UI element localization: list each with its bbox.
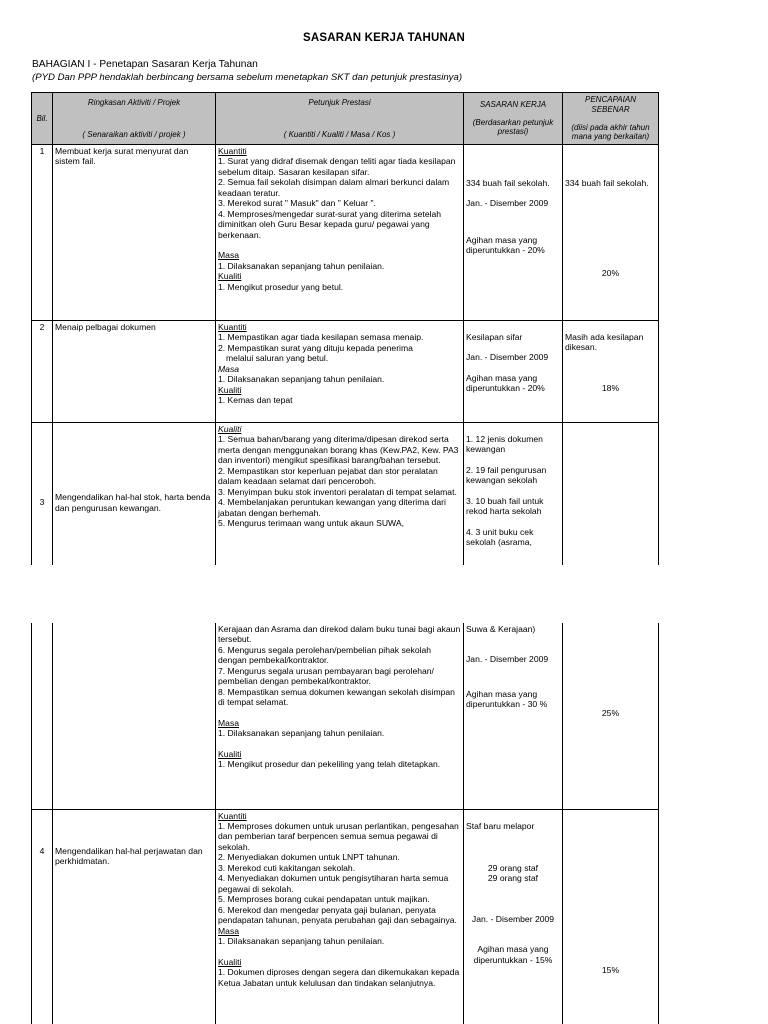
row-pencapaian [563, 623, 659, 809]
pencapaian-item: 334 buah fail sekolah. [565, 178, 649, 188]
row-number: 4 [32, 809, 53, 1024]
petunjuk-item: 3. Merekod cuti kakitangan sekolah. [218, 862, 356, 873]
sasaran-item: Agihan masa yang diperuntukkan - 30 % [466, 688, 548, 710]
table-header-row [32, 93, 659, 145]
masa-label: Masa [218, 250, 240, 261]
skt-table-page-1 [31, 92, 659, 565]
kualiti-label: Kualiti [218, 424, 242, 434]
header-sasaran-sub: (Berdasarkan petunjuk prestasi) [472, 117, 554, 137]
header-pencapaian-sub: (diisi pada akhir tahun mana yang berkaitan) [571, 122, 650, 142]
row-sasaran [464, 423, 563, 566]
row-number: 3 [32, 423, 53, 566]
petunjuk-item: 4. Membelanjakan peruntukan kewangan yang diterima dari jabatan dengan berhemah. [218, 497, 446, 518]
kualiti-label: Kualiti [218, 956, 242, 967]
header-petunjuk-label: Petunjuk Prestasi [308, 97, 371, 107]
sasaran-item: Kesilapan sifar [466, 332, 523, 342]
sasaran-item: Agihan masa yang diperuntukkan - 15% [473, 944, 553, 965]
petunjuk-item: 1. Mempastikan agar tiada kesilapan semasa menaip. [218, 332, 424, 343]
kualiti-item: 1. Mengikut prosedur yang betul. [218, 281, 344, 292]
header-ringkasan-label: Ringkasan Aktiviti / Projek [87, 97, 181, 107]
row-number: 2 [32, 321, 53, 423]
sasaran-item: Jan. - Disember 2009 [466, 352, 549, 363]
petunjuk-item: 2. Mempastikan stor keperluan pejabat dan stor peralatan dalam keadaan selamat dari penceroboh. [218, 465, 438, 487]
petunjuk-item: 4. Menyediakan dokumen untuk pengisytiharan harta semua pegawai di sekolah. [218, 873, 449, 894]
section-note: (PYD Dan PPP hendaklah berbincang bersama sebelum menetapkan SKT dan petunjuk prestasinya) [32, 72, 463, 83]
header-bil: Bil. [32, 93, 53, 145]
petunjuk-item: 6. Mengurus segala perolehan/pembelian pihak sekolah dengan pembekal/kontraktor. [218, 644, 432, 666]
header-sasaran-label: SASARAN KERJA [479, 99, 547, 109]
header-sasaran [464, 93, 563, 145]
kuantiti-label: Kuantiti [218, 322, 247, 332]
masa-label: Masa [218, 363, 240, 374]
petunjuk-item: 2. Mempastikan surat yang dituju kepada penerima [218, 342, 413, 353]
sasaran-item: 29 orang staf [487, 873, 539, 884]
masa-item: 1. Dilaksanakan sepanjang tahun penilaian. [218, 260, 385, 271]
sasaran-item: Jan. - Disember 2009 [466, 198, 549, 209]
sasaran-item: Jan. - Disember 2009 [471, 913, 555, 924]
table-row [32, 321, 659, 423]
header-pencapaian [563, 93, 659, 145]
kuantiti-label: Kuantiti [218, 146, 247, 156]
kualiti-label: Kualiti [218, 271, 242, 282]
petunjuk-item: 2. Menyediakan dokumen untuk LNPT tahunan. [218, 852, 400, 863]
sasaran-item: Jan. - Disember 2009 [466, 654, 549, 665]
header-ringkasan-sub: ( Senaraikan aktiviti / projek ) [82, 129, 186, 139]
header-pencapaian-label: PENCAPAIAN SEBENAR [585, 95, 636, 114]
petunjuk-item: Kerajaan dan Asrama dan direkod dalam buku tunai bagi akaun tersebut. [218, 624, 461, 645]
row-pencapaian [563, 321, 659, 423]
table-row [32, 809, 659, 1024]
sasaran-item: Agihan masa yang diperuntukkan - 20% [466, 372, 545, 394]
row-number: 1 [32, 145, 53, 321]
section-heading: BAHAGIAN I - Penetapan Sasaran Kerja Tahunan [32, 59, 258, 70]
petunjuk-item: 1. Surat yang didraf disemak dengan teliti agar tiada kesilapan sebelum ditaip. Sasaran kesilapan sifar. [218, 156, 456, 177]
petunjuk-item: 5. Memproses borang cukai pendapatan untuk majikan. [218, 894, 430, 905]
masa-item: 1. Dilaksanakan sepanjang tahun penilaian. [218, 728, 385, 739]
sasaran-item: Agihan masa yang diperuntukkan - 20% [466, 234, 545, 256]
petunjuk-item: 3. Merekod surat " Masuk" dan " Keluar ". [218, 198, 376, 209]
row-pencapaian [563, 145, 659, 321]
sasaran-item: 2. 19 fail pengurusan kewangan sekolah [466, 464, 547, 486]
row-pencapaian [563, 423, 659, 566]
sasaran-item: Suwa & Kerajaan) [466, 624, 536, 634]
row-aktiviti: Mengendalikan hal-hal perjawatan dan perkhidmatan. [53, 809, 216, 1024]
row-aktiviti: Menaip pelbagai dokumen [53, 321, 216, 423]
sasaran-item: Staf baru melapor [466, 820, 535, 831]
document-title: SASARAN KERJA TAHUNAN [302, 32, 465, 44]
row-petunjuk [216, 423, 464, 566]
table-row [32, 423, 659, 566]
kualiti-item: 1. Kemas dan tepat [218, 395, 293, 406]
row-number [32, 623, 53, 809]
row-aktiviti: Mengendalikan hal-hal stok, harta benda dan pengurusan kewangan. [53, 423, 216, 566]
row-petunjuk [216, 321, 464, 423]
row-sasaran [464, 623, 563, 809]
table-row [32, 623, 659, 809]
header-ringkasan [53, 93, 216, 145]
masa-label: Masa [218, 925, 240, 936]
pencapaian-item: Masih ada kesilapan dikesan. [565, 332, 644, 353]
petunjuk-item: 6. Merekod dan mengedar penyata gaji bulanan, penyata pendapatan tahunan, penyata perubahan gaji dan sebagainya. [218, 904, 457, 926]
sasaran-item: 4. 3 unit buku cek sekolah (asrama, [466, 526, 534, 548]
pencapaian-percent: 18% [601, 382, 620, 393]
table-row [32, 145, 659, 321]
petunjuk-item: 1. Memproses dokumen untuk urusan perlantikan, pengesahan dan pemberian taraf berpencen semua semua pegawai di sekolah. [218, 820, 459, 852]
sasaran-item: 3. 10 buah fail untuk rekod harta sekolah [466, 495, 544, 517]
kualiti-item: 1. Dokumen diproses dengan segera dan dikemukakan kepada Ketua Jabatan untuk kelulusan dan tindakan selanjutnya. [218, 967, 460, 988]
masa-item: 1. Dilaksanakan sepanjang tahun penilaian. [218, 936, 385, 947]
petunjuk-item: melalui saluran yang betul. [226, 353, 329, 364]
petunjuk-item: 1. Semua bahan/barang yang diterima/dipesan direkod serta merta dengan menggunakan borang khas (Kew.PA2, Kew. PA3 dan inventori) mengikut spesifikasi barang/bahan tersebut. [218, 434, 459, 466]
header-petunjuk-sub: ( Kuantiti / Kualiti / Masa / Kos ) [283, 129, 396, 139]
pencapaian-percent: 25% [601, 708, 620, 718]
petunjuk-item: 8. Mempastikan semua dokumen kewangan sekolah disimpan di tempat selamat. [218, 686, 455, 708]
pencapaian-percent: 20% [601, 268, 620, 279]
row-pencapaian [563, 809, 659, 1024]
row-aktiviti [53, 623, 216, 809]
sasaran-item: 1. 12 jenis dokumen kewangan [466, 434, 543, 455]
pencapaian-percent: 15% [601, 964, 620, 975]
kuantiti-label: Kuantiti [218, 810, 247, 821]
row-sasaran [464, 809, 563, 1024]
masa-item: 1. Dilaksanakan sepanjang tahun penilaian. [218, 374, 385, 385]
row-petunjuk [216, 623, 464, 809]
sasaran-item: 29 orang staf [487, 862, 539, 873]
kualiti-item: 1. Mengikut prosedur dan pekeliling yang telah ditetapkan. [218, 759, 441, 770]
row-sasaran [464, 145, 563, 321]
row-petunjuk [216, 145, 464, 321]
row-aktiviti: Membuat kerja surat menyurat dan sistem fail. [53, 145, 216, 321]
kualiti-label: Kualiti [218, 748, 242, 759]
petunjuk-item: 5. Mengurus terimaan wang untuk akaun SUWA, [218, 518, 404, 529]
kualiti-label: Kualiti [218, 384, 242, 395]
sasaran-item: 334 buah fail sekolah. [466, 178, 550, 188]
petunjuk-item: 7. Mengurus segala urusan pembayaran bagi perolehan/ pembelian dengan pembekal/kontraktor. [218, 665, 434, 687]
skt-table-page-2 [31, 623, 659, 1024]
petunjuk-item: 3. Menyimpan buku stok inventori peralatan di tempat selamat. [218, 486, 457, 497]
petunjuk-item: 4. Memproses/mengedar surat-surat yang diterima setelah diminitkan oleh Guru Besar kepada guru/ pegawai yang berkenaan. [218, 208, 442, 240]
row-petunjuk [216, 809, 464, 1024]
petunjuk-item: 2. Semua fail sekolah disimpan dalam almari berkunci dalam keadaan teratur. [218, 177, 450, 198]
header-petunjuk [216, 93, 464, 145]
masa-label: Masa [218, 717, 240, 728]
row-sasaran [464, 321, 563, 423]
